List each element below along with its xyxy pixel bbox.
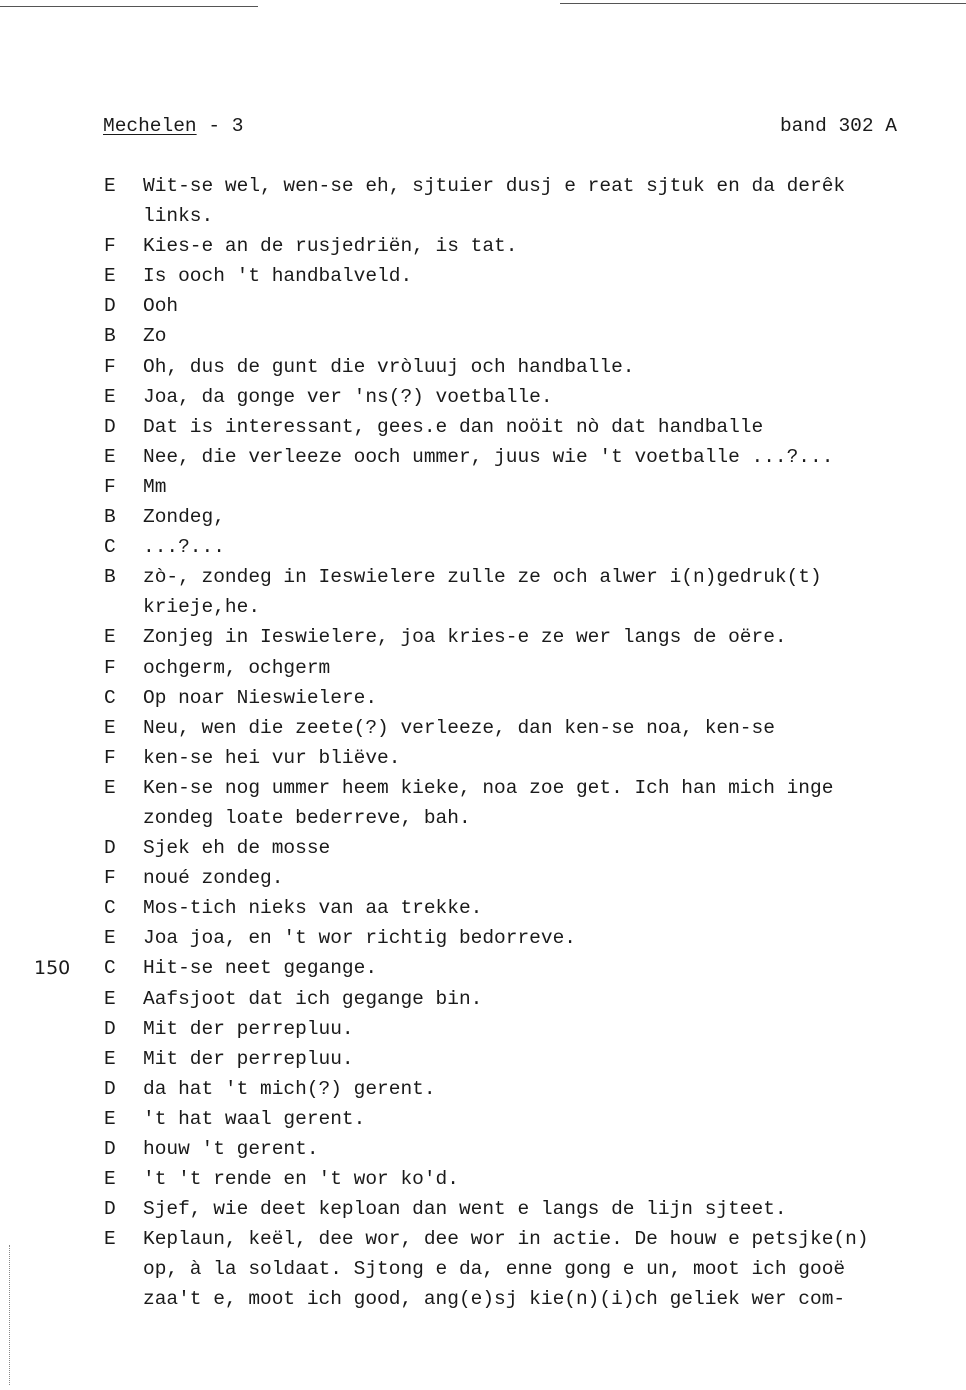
speaker-code: E — [104, 175, 116, 197]
speaker-code: E — [104, 626, 116, 649]
tape-label: band 302 A — [779, 115, 897, 137]
speaker-code: D — [104, 1138, 116, 1160]
margin-rule — [9, 1245, 10, 1385]
transcript-line — [0, 1194, 966, 1224]
transcript-line — [0, 532, 966, 562]
speaker-code: F — [104, 656, 116, 679]
speaker-code: E — [104, 716, 116, 739]
transcript-line — [0, 893, 966, 923]
utterance-text: Op noar Nieswielere. — [143, 686, 378, 709]
transcript-line — [0, 321, 966, 351]
utterance-text: zaa't e, moot ich good, ang(e)sj kie(n)(i)ch geliek wer com- — [143, 1288, 846, 1311]
utterance-text: Keplaun, keël, dee wor, dee wor in actie. De houw e petsjke(n) — [143, 1228, 869, 1251]
utterance-text: Sjek eh de mosse — [143, 837, 331, 860]
speaker-code: E — [104, 1228, 116, 1251]
transcript-line — [0, 291, 966, 321]
speaker-code: F — [104, 867, 116, 890]
speaker-code: C — [104, 897, 116, 920]
utterance-text: ochgerm, ochgerm — [143, 656, 331, 679]
utterance-text: Aafsjoot dat ich gegange bin. — [143, 987, 483, 1010]
speaker-code: F — [104, 235, 116, 258]
utterance-text: Nee, die verleeze ooch ummer, juus wie 't voetballe ...?... — [143, 445, 834, 468]
utterance-text: Joa joa, en 't wor richtig bedorreve. — [143, 927, 576, 950]
utterance-text: Kies-e an de rusjedriën, is tat. — [143, 235, 518, 258]
top-left-rule — [0, 6, 258, 7]
utterance-text: Joa, da gonge ver 'ns(?) voetballe. — [143, 385, 553, 408]
title-separator: - — [196, 115, 232, 137]
transcript-line — [0, 592, 966, 622]
page-number: 3 — [231, 115, 244, 137]
utterance-text: links. — [143, 205, 214, 228]
speaker-code: C — [104, 957, 116, 980]
utterance-text: Sjef, wie deet keploan dan went e langs de lijn sjteet. — [143, 1198, 787, 1221]
utterance-text: Ken-se nog ummer heem kieke, noa zoe get. Ich han mich inge — [143, 776, 834, 799]
utterance-text: Dat is interessant, gees.e dan noöit nò dat handballe — [143, 415, 764, 438]
utterance-text: Mit der perrepluu. — [143, 1047, 354, 1070]
utterance-text: houw 't gerent. — [143, 1138, 319, 1160]
transcript-line — [0, 1074, 966, 1104]
utterance-text: krieje,he. — [143, 596, 261, 619]
transcript-line — [0, 653, 966, 683]
utterance-text: 't hat waal gerent. — [143, 1107, 366, 1130]
transcript-line — [0, 201, 966, 231]
utterance-text: Zonjeg in Ieswielere, joa kries-e ze wer langs de oëre. — [143, 626, 787, 649]
transcript-line — [0, 171, 966, 201]
speaker-code: B — [104, 325, 116, 348]
speaker-code: E — [104, 1107, 116, 1130]
transcript-line — [0, 382, 966, 412]
transcript-line — [0, 1224, 966, 1254]
transcript-line — [0, 833, 966, 863]
transcript-line — [0, 1254, 966, 1284]
utterance-text: noué zondeg. — [143, 867, 284, 890]
speaker-code: D — [104, 1077, 116, 1100]
utterance-text: ken-se hei vur bliëve. — [143, 746, 401, 769]
utterance-text: op, à la soldaat. Sjtong e da, enne gong e un, moot ich gooë — [143, 1258, 846, 1281]
utterance-text: Ooh — [143, 295, 179, 318]
speaker-code: E — [104, 776, 116, 799]
transcript-line — [0, 502, 966, 532]
utterance-text: Oh, dus de gunt die vròluuj och handballe. — [143, 355, 635, 378]
speaker-code: F — [104, 355, 116, 378]
transcript-line — [0, 773, 966, 803]
speaker-code: F — [104, 746, 116, 769]
transcript-line — [0, 683, 966, 713]
speaker-code: E — [104, 265, 116, 288]
speaker-code: D — [104, 1017, 116, 1040]
utterance-text: Zondeg, — [143, 506, 225, 529]
utterance-text: ...?... — [143, 536, 225, 559]
speaker-code: D — [104, 295, 116, 318]
speaker-code: C — [104, 536, 116, 559]
transcript-line — [0, 743, 966, 773]
utterance-text: Hit-se neet gegange. — [143, 957, 378, 980]
speaker-code: F — [104, 475, 116, 498]
utterance-text: zò-, zondeg in Ieswielere zulle ze och alwer i(n)gedruk(t) — [143, 566, 822, 589]
transcript-line — [0, 863, 966, 893]
speaker-code: C — [104, 686, 116, 709]
utterance-text: Mos-tich nieks van aa trekke. — [143, 897, 483, 920]
transcript-line — [0, 1164, 966, 1194]
line-number: 150 — [34, 957, 71, 980]
speaker-code: E — [104, 1047, 116, 1070]
transcript-line — [0, 984, 966, 1014]
transcript-line — [0, 1014, 966, 1044]
transcript-line — [0, 562, 966, 592]
speaker-code: D — [104, 1198, 116, 1221]
speaker-code: B — [104, 506, 116, 529]
transcript-line — [0, 803, 966, 833]
speaker-code: E — [104, 385, 116, 408]
transcript-line — [0, 923, 966, 953]
utterance-text: 't 't rende en 't wor ko'd. — [143, 1168, 459, 1191]
speaker-code: E — [104, 987, 116, 1010]
transcript-line — [0, 1284, 966, 1314]
transcript-line — [0, 713, 966, 743]
utterance-text: Neu, wen die zeete(?) verleeze, dan ken-se noa, ken-se — [143, 716, 775, 739]
place-name: Mechelen — [103, 115, 197, 137]
transcript-line — [0, 1134, 966, 1164]
speaker-code: B — [104, 566, 116, 589]
transcript-line — [0, 953, 966, 983]
transcript-line — [0, 261, 966, 291]
utterance-text: Wit-se wel, wen-se eh, sjtuier dusj e reat sjtuk en da derêk — [143, 175, 846, 197]
speaker-code: D — [104, 415, 116, 438]
transcript-line — [0, 442, 966, 472]
transcript-line — [0, 231, 966, 261]
speaker-code: E — [104, 927, 116, 950]
utterance-text: zondeg loate bederreve, bah. — [143, 806, 471, 829]
transcript-line — [0, 472, 966, 502]
transcript-line — [0, 352, 966, 382]
transcript — [0, 171, 966, 1315]
speaker-code: E — [104, 1168, 116, 1191]
transcript-line — [0, 1044, 966, 1074]
utterance-text: da hat 't mich(?) gerent. — [143, 1077, 436, 1100]
utterance-text: Zo — [143, 325, 167, 348]
utterance-text: Is ooch 't handbalveld. — [143, 265, 413, 288]
speaker-code: E — [104, 445, 116, 468]
transcript-line — [0, 412, 966, 442]
transcript-line — [0, 622, 966, 652]
transcript-line — [0, 1104, 966, 1134]
top-right-rule — [560, 3, 966, 4]
utterance-text: Mm — [143, 475, 167, 498]
speaker-code: D — [104, 837, 116, 860]
utterance-text: Mit der perrepluu. — [143, 1017, 354, 1040]
page-title — [103, 113, 243, 139]
